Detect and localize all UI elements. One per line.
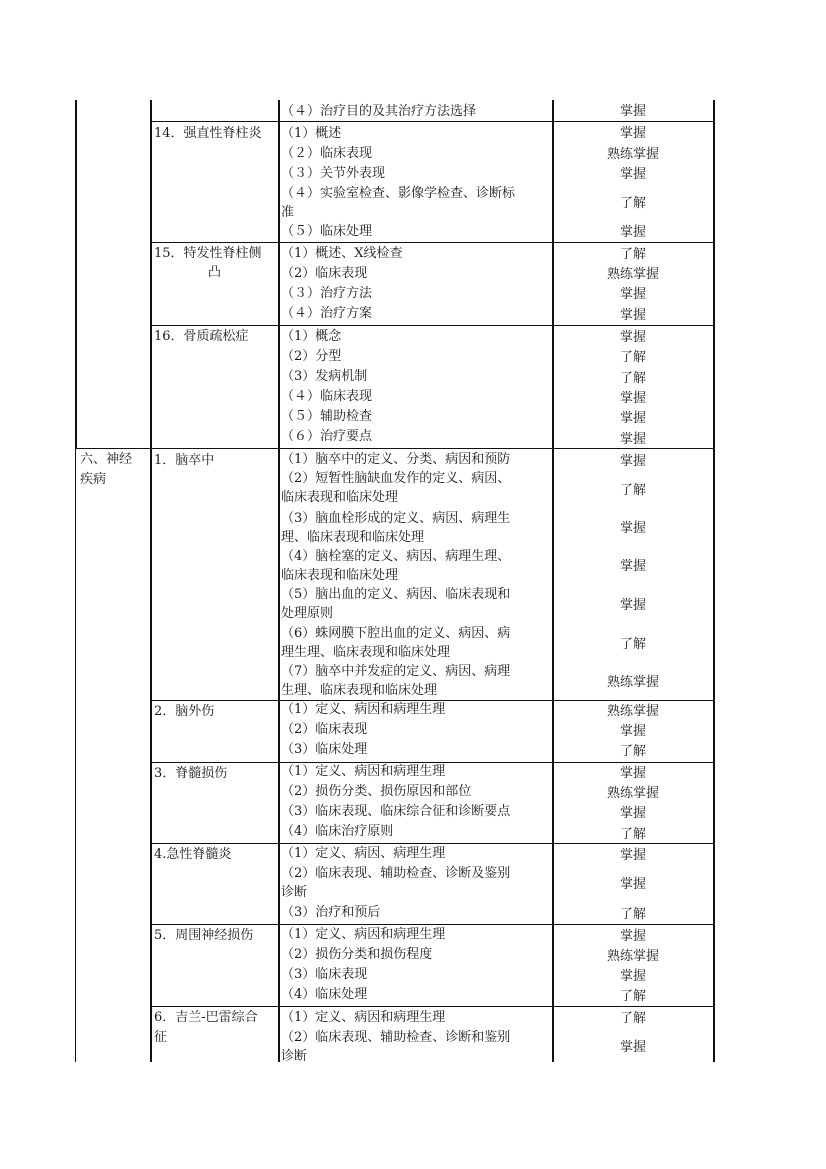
mastery-level: 掌握 bbox=[619, 167, 646, 182]
content-item: 诊断 bbox=[281, 885, 308, 900]
disease-name: 14．强直性脊柱炎 bbox=[154, 126, 262, 141]
content-item: 处理原则 bbox=[281, 606, 334, 621]
mastery-level: 了解 bbox=[619, 989, 646, 1004]
content-item: 理、临床表现和临床处理 bbox=[281, 530, 425, 545]
mastery-level: 掌握 bbox=[619, 1040, 646, 1055]
table-right-border bbox=[713, 100, 715, 1062]
mastery-level: 了解 bbox=[619, 637, 646, 652]
mastery-level: 了解 bbox=[619, 483, 646, 498]
content-item: （1）定义、病因和病理生理 bbox=[281, 1010, 446, 1025]
content-item: （1）概述、X线检查 bbox=[281, 246, 403, 261]
content-item: （4）临床治疗原则 bbox=[281, 824, 394, 839]
content-item: （3）临床表现、临床综合征和诊断要点 bbox=[281, 804, 511, 819]
mastery-level: 掌握 bbox=[619, 454, 646, 469]
mastery-level: 掌握 bbox=[619, 598, 646, 613]
content-item: （2）临床表现、辅助检查、诊断和鉴别 bbox=[281, 1030, 511, 1045]
disease-name: 16．骨质疏松症 bbox=[154, 329, 249, 344]
content-item: （2）分型 bbox=[281, 349, 342, 364]
category-label: 疾病 bbox=[80, 472, 107, 487]
content-item: （2）临床表现 bbox=[281, 722, 368, 737]
content-item: （４）临床表现 bbox=[281, 389, 373, 404]
content-item: （３）关节外表现 bbox=[281, 166, 386, 181]
row-divider bbox=[150, 121, 714, 122]
content-item: （1）概述 bbox=[281, 126, 342, 141]
content-item: （５）辅助检查 bbox=[281, 409, 373, 424]
disease-name: 6．吉兰-巴雷综合 bbox=[154, 1010, 258, 1025]
row-divider bbox=[150, 924, 714, 925]
mastery-level: 掌握 bbox=[619, 559, 646, 574]
content-item: 生理、临床表现和临床处理 bbox=[281, 683, 438, 698]
mastery-level: 掌握 bbox=[619, 287, 646, 302]
disease-column-divider bbox=[278, 100, 280, 1062]
content-item: 理生理、临床表现和临床处理 bbox=[281, 645, 451, 660]
disease-name: 1．脑卒中 bbox=[154, 453, 215, 468]
row-divider bbox=[150, 242, 714, 243]
mastery-level: 熟练掌握 bbox=[606, 704, 659, 719]
content-item: 诊断 bbox=[281, 1049, 308, 1064]
content-item: （６）治疗要点 bbox=[281, 429, 373, 444]
content-item: （1）定义、病因和病理生理 bbox=[281, 927, 446, 942]
content-item: （５）临床处理 bbox=[281, 224, 373, 239]
mastery-level: 掌握 bbox=[619, 391, 646, 406]
row-divider bbox=[150, 1006, 714, 1007]
content-item: （3）脑血栓形成的定义、病因、病理生 bbox=[281, 511, 511, 526]
disease-name: 15．特发性脊柱侧 bbox=[154, 246, 262, 261]
disease-name: 5．周围神经损伤 bbox=[154, 928, 254, 943]
content-item: （4）脑栓塞的定义、病因、病理生理、 bbox=[281, 549, 511, 564]
mastery-level: 熟练掌握 bbox=[606, 786, 659, 801]
disease-name: 4.急性脊髓炎 bbox=[154, 847, 232, 862]
mastery-level: 掌握 bbox=[619, 724, 646, 739]
mastery-level: 掌握 bbox=[619, 766, 646, 781]
content-item: （6）蛛网膜下腔出血的定义、病因、病 bbox=[281, 626, 511, 641]
content-item: （1）定义、病因和病理生理 bbox=[281, 702, 446, 717]
disease-name: 征 bbox=[154, 1030, 168, 1045]
content-item: （2）临床表现、辅助检查、诊断及鉴别 bbox=[281, 866, 511, 881]
content-item: （２）临床表现 bbox=[281, 146, 373, 161]
category-column-divider bbox=[150, 100, 152, 1062]
content-item: （３）治疗方法 bbox=[281, 286, 373, 301]
mastery-level: 了解 bbox=[619, 196, 646, 211]
table-left-border bbox=[75, 448, 76, 1062]
mastery-level: 掌握 bbox=[619, 432, 646, 447]
row-divider bbox=[150, 325, 714, 326]
mastery-level: 掌握 bbox=[619, 104, 646, 119]
content-item: （3）治疗和预后 bbox=[281, 905, 381, 920]
content-item: （2）损伤分类和损伤程度 bbox=[281, 947, 433, 962]
mastery-level: 熟练掌握 bbox=[606, 675, 659, 690]
mastery-level: 掌握 bbox=[619, 521, 646, 536]
mastery-level: 熟练掌握 bbox=[606, 949, 659, 964]
content-item: （４）治疗方案 bbox=[281, 306, 373, 321]
mastery-level: 掌握 bbox=[619, 330, 646, 345]
mastery-level: 掌握 bbox=[619, 126, 646, 141]
content-item: （7）脑卒中并发症的定义、病因、病理 bbox=[281, 664, 511, 679]
content-item: （1）定义、病因和病理生理 bbox=[281, 764, 446, 779]
mastery-level: 了解 bbox=[619, 1011, 646, 1026]
disease-name: 3．脊髓损伤 bbox=[154, 766, 228, 781]
content-item: （2）短暂性脑缺血发作的定义、病因、 bbox=[281, 471, 511, 486]
content-item: 临床表现和临床处理 bbox=[281, 490, 399, 505]
content-item: （5）脑出血的定义、病因、临床表现和 bbox=[281, 587, 511, 602]
mastery-level: 掌握 bbox=[619, 848, 646, 863]
content-item: （2）临床表现 bbox=[281, 266, 368, 281]
category-label: 六、神经 bbox=[80, 452, 133, 467]
content-item: （1）定义、病因、病理生理 bbox=[281, 846, 446, 861]
disease-name: 2．脑外伤 bbox=[154, 704, 215, 719]
mastery-level: 掌握 bbox=[619, 929, 646, 944]
disease-name: 凸 bbox=[208, 265, 222, 280]
mastery-level: 了解 bbox=[619, 247, 646, 262]
mastery-level: 了解 bbox=[619, 827, 646, 842]
mastery-level: 掌握 bbox=[619, 308, 646, 323]
content-item: （４）实验室检查、影像学检查、诊断标 bbox=[281, 186, 516, 201]
content-item: （４）治疗目的及其治疗方法选择 bbox=[281, 104, 477, 119]
mastery-level: 掌握 bbox=[619, 411, 646, 426]
mastery-level: 熟练掌握 bbox=[606, 267, 659, 282]
mastery-level: 了解 bbox=[619, 907, 646, 922]
content-item: （1）脑卒中的定义、分类、病因和预防 bbox=[281, 452, 511, 467]
content-item: （3）临床处理 bbox=[281, 742, 368, 757]
mastery-level: 了解 bbox=[619, 350, 646, 365]
content-item: 临床表现和临床处理 bbox=[281, 568, 399, 583]
mastery-level: 掌握 bbox=[619, 806, 646, 821]
mastery-level: 了解 bbox=[619, 744, 646, 759]
content-item: （3）发病机制 bbox=[281, 369, 368, 384]
mastery-level: 掌握 bbox=[619, 225, 646, 240]
mastery-level: 掌握 bbox=[619, 877, 646, 892]
table-left-border bbox=[75, 100, 77, 448]
content-item: （1）概念 bbox=[281, 329, 342, 344]
mastery-level: 了解 bbox=[619, 371, 646, 386]
content-item: 准 bbox=[281, 205, 295, 220]
content-item: （3）临床表现 bbox=[281, 967, 368, 982]
mastery-level: 熟练掌握 bbox=[606, 147, 659, 162]
content-item: （2）损伤分类、损伤原因和部位 bbox=[281, 784, 472, 799]
mastery-level: 掌握 bbox=[619, 969, 646, 984]
content-item: （4）临床处理 bbox=[281, 987, 368, 1002]
